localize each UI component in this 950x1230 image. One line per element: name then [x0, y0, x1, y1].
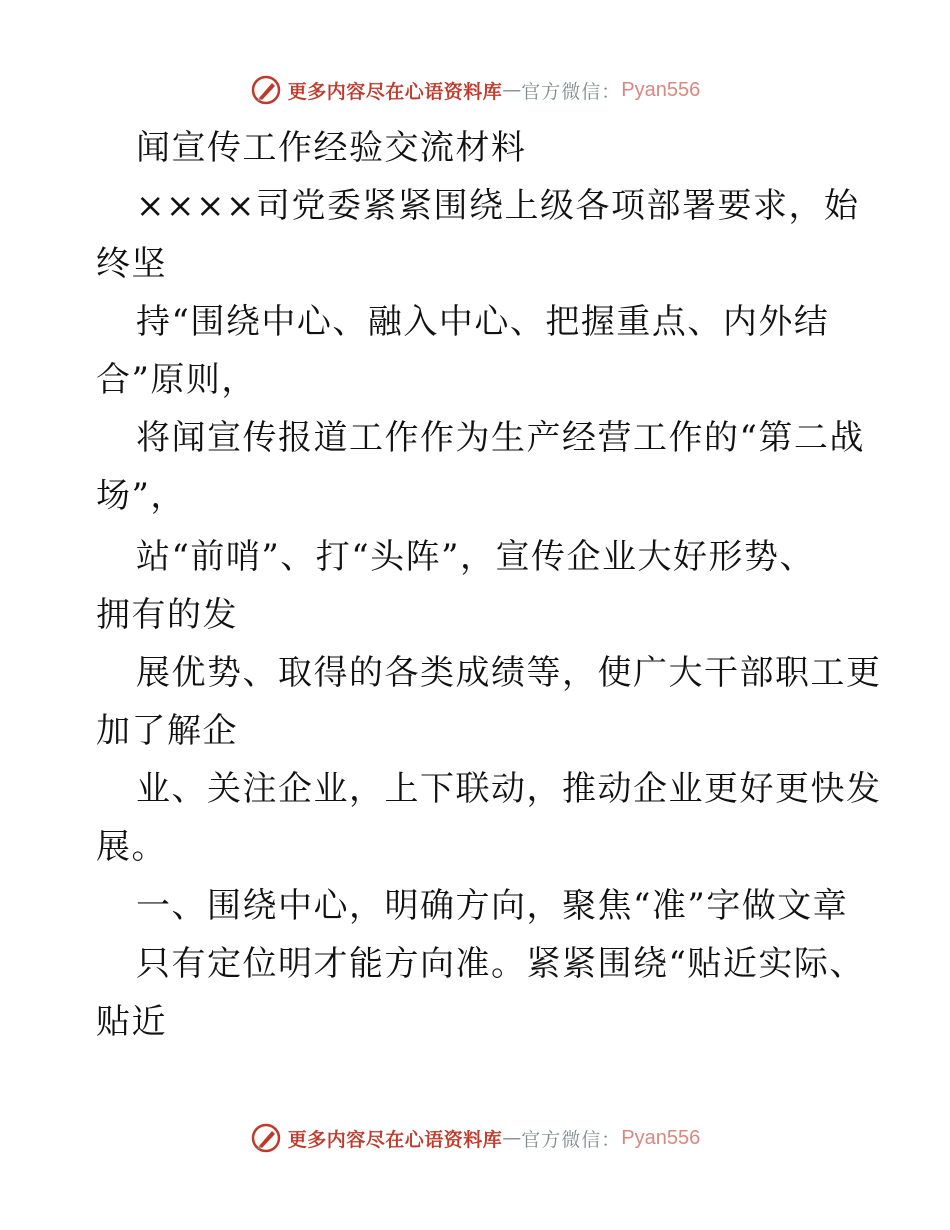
banner-dash: — [502, 1127, 522, 1149]
text-line: 终坚 [96, 244, 167, 284]
banner-weixin-label: 官方微信： [521, 80, 622, 103]
pen-logo-icon [250, 1122, 282, 1154]
text-line: 合”原则， [96, 360, 257, 400]
banner-dash: — [502, 79, 522, 101]
text-line: 加了解企 [96, 711, 238, 751]
text-line: 将闻宣传报道工作作为生产经营工作的“第二战 [136, 418, 865, 458]
banner-weixin-label: 官方微信： [521, 1128, 622, 1151]
header-banner [0, 70, 950, 110]
text-line: 场”， [96, 476, 186, 516]
text-line: 站“前哨”、打“头阵”，宣传企业大好形势、 [136, 537, 816, 577]
text-line: ××××司党委紧紧围绕上级各项部署要求，始 [136, 186, 860, 226]
text-line: 拥有的发 [96, 595, 238, 635]
text-line: 展优势、取得的各类成绩等，使广大干部职工更 [136, 653, 882, 693]
footer-banner [0, 1118, 950, 1158]
pen-logo-icon [250, 74, 282, 106]
banner-main-text: 更多内容尽在心语资料库 [287, 1128, 503, 1151]
section-heading: 一、围绕中心，明确方向，聚焦“准”字做文章 [136, 886, 849, 926]
text-line: 贴近 [96, 1002, 167, 1042]
text-line: 只有定位明才能方向准。紧紧围绕“贴近实际、 [136, 944, 865, 984]
text-line: 持“围绕中心、融入中心、把握重点、内外结 [136, 302, 830, 342]
banner-main-text: 更多内容尽在心语资料库 [287, 80, 503, 103]
text-line: 业、关注企业，上下联动，推动企业更好更快发 [136, 769, 882, 809]
document-title: 闻宣传工作经验交流材料 [136, 128, 527, 168]
banner-weixin-id: Pyan556 [621, 78, 701, 101]
banner-weixin-id: Pyan556 [621, 1126, 701, 1149]
text-line: 展。 [96, 827, 167, 867]
